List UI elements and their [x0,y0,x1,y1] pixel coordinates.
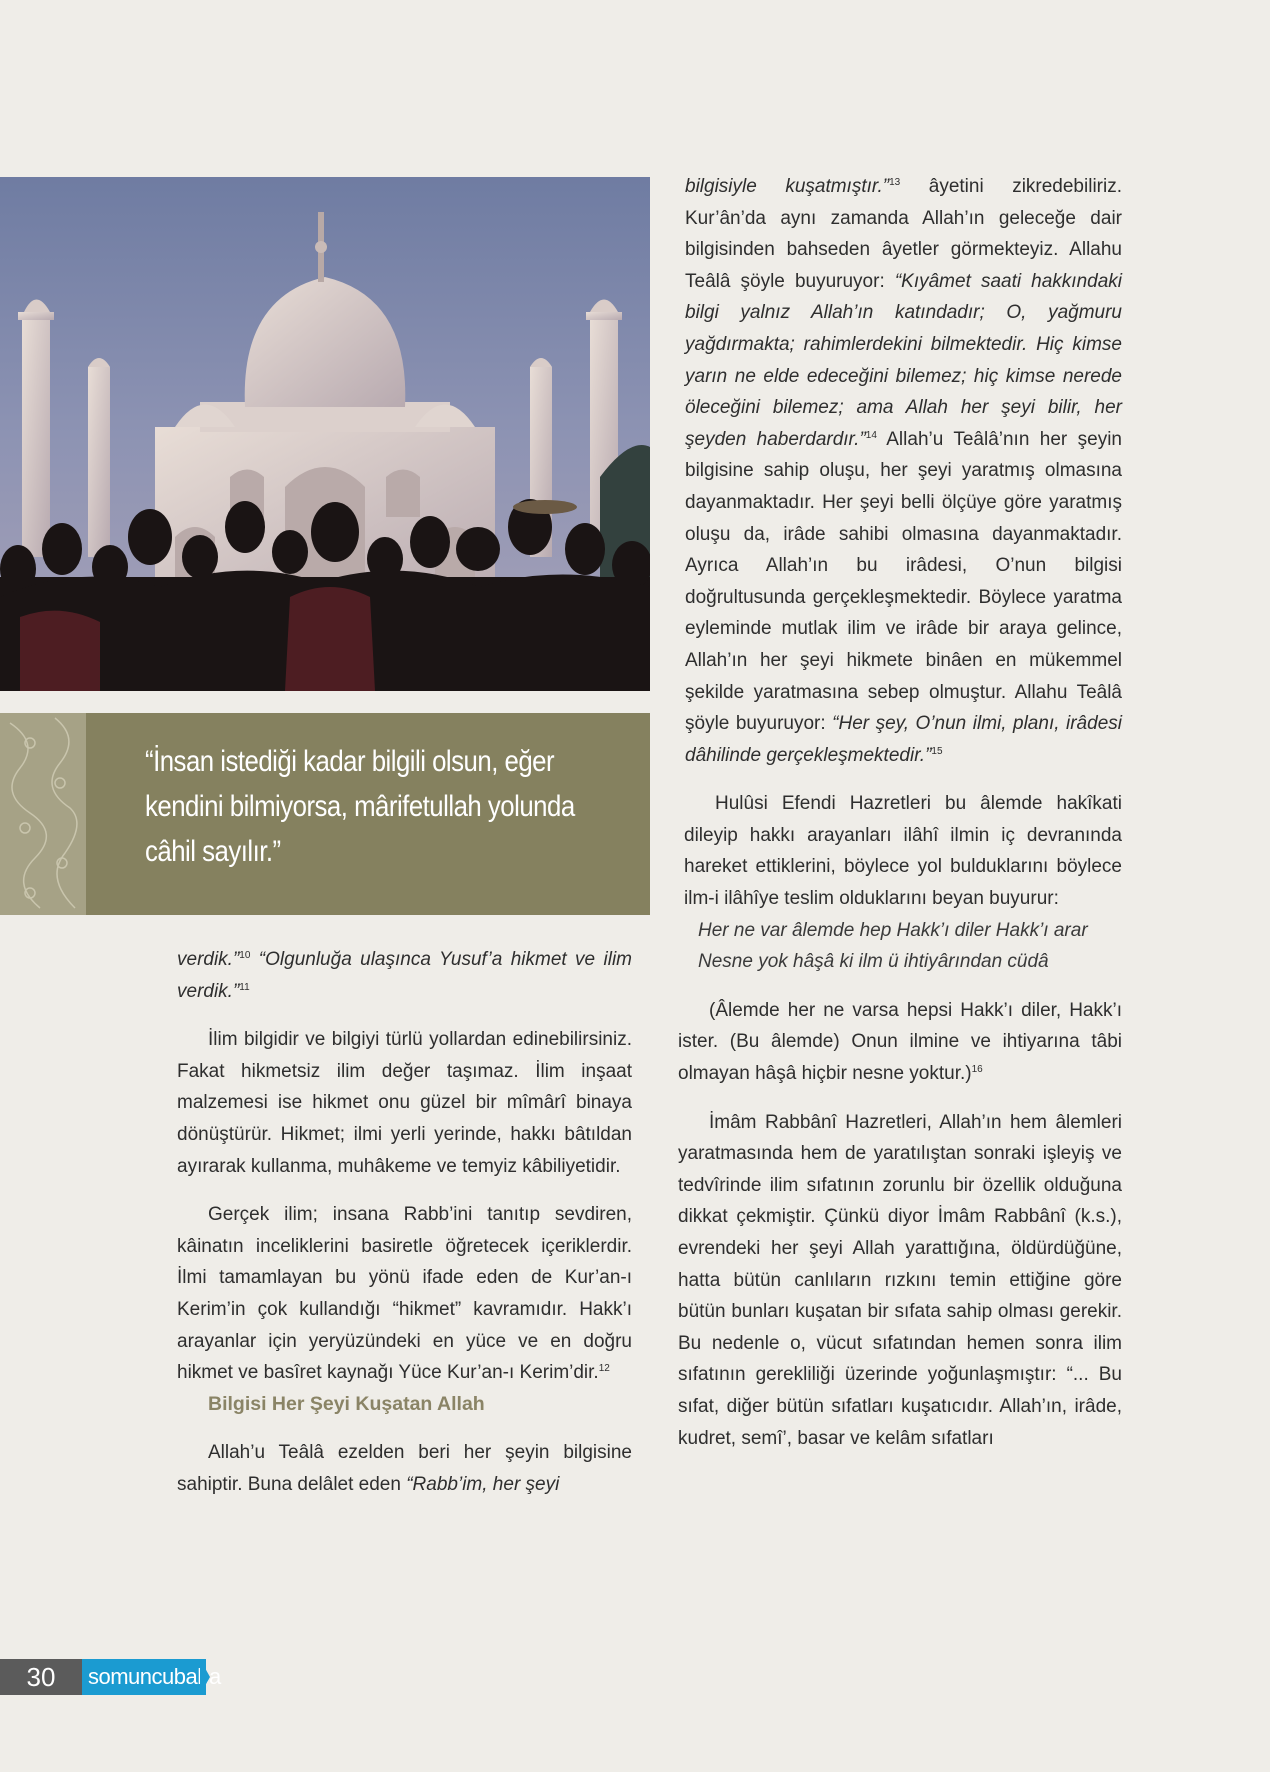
footnote-ref: 10 [239,950,251,961]
section-heading: Bilgisi Her Şeyi Kuşatan Allah [208,1392,485,1415]
paragraph-text: âyetini zikredebiliriz. Kur’ân’da aynı zamanda Allah’ın geleceğe dair bilgisinden bahseden âyetler görmekteyiz. Allahu Teâlâ şöyle buyuruyor: [685,176,1122,292]
quote-fragment: “Kıyâmet saati hakkındaki bilgi yalnız Allah’ın katındadır; O, yağmuru yağdırmakta; rahimlerdekini bilmektedir. Hiç kimse yarın ne elde edeceğini bilemez; hiç kimse nerede öleceğini bilemez; ama Allah her şeyi bilir, her şeyden haberdardır.” [685,270,1122,450]
left-paragraph-4 [177,1437,632,1500]
taj-mahal-illustration [0,177,650,691]
right-paragraph-1 [678,171,1122,771]
footnote-ref: 12 [598,1363,610,1375]
left-paragraph-1 [177,944,632,1007]
quote-fragment: “Rabb’im, her şeyi [406,1473,560,1495]
paragraph-text: Allah’u Teâlâ’nın her şeyin bilgisine sahip oluşu, her şeyi yaratmış olmasına dayanmaktadır. Her şeyi belli ölçüye göre yaratmış oluşu da, irâde sahibi olmasına dayanmaktadır. Ayrıca Allah’ın bu irâdesi, O’nun bilgisi doğrultusunda gerçekleşmektedir. Böylece yaratma eyleminde mutlak ilim ve irâde bir araya gelince, Allah’ın her şeyi hikmete binâen en mükemmel şekilde yaratmasına sebep olmuştur. Allahu Teâlâ şöyle buyuruyor: [685,428,1122,735]
pull-quote-box [0,713,650,915]
footnote-ref: 14 [865,429,877,441]
page-footer [0,1659,221,1695]
paragraph-text: Gerçek ilim; insana Rabb’ini tanıtıp sevdiren, kâinatın inceliklerini basiretle öğretecek içeriklerdir. İlmi tamamlayan bu yönü ifade eden de Kur’an-ı Kerim’in çok kullandığı “hikmet” kavramıdır. Hakk’ı arayanlar için yeryüzündeki en yüce ve en doğru hikmet ve basîret kaynağı Yüce Kur’an-ı Kerim’dir. [177,1204,632,1384]
quote-fragment: “Olgunluğa ulaşınca Yusuf’a hikmet ve ilim verdik.” [177,949,632,1002]
right-paragraph-4: İmâm Rabbânî Hazretleri, Allah’ın hem âlemleri yaratmasında hem de yaratılıştan sonraki işleyiş ve tedvîrinde ilim sıfatının zorunlu bir özellik olduğuna dikkat çekmiştir. Çünkü diyor İmâm Rabbânî (k.s.), evrendeki her şeyi Allah yarattığına, öldürdüğüne, hatta bütün canlıların rızkını temin ettiğine göre bütün bunları kuşatan bir sıfata sahip olması gerekir. Bu nedenle o, vücut sıfatından hemen sonra ilim sıfatının gerekliliği üzerinde yoğunlaşmıştır: “... Bu sıfat, diğer bütün sıfatları kuşatıcıdır. Allah’ın, irâde, kudret, semî’, basar ve kelâm sıfatları [678,1111,1122,1449]
right-column [678,171,1122,1454]
right-paragraph-2: Hulûsi Efendi Hazretleri bu âlemde hakîkati dileyip hakkı arayanları ilâhî ilmin iç devranında hareket ettiklerini, böylece yol bulduklarını böylece ilm-i ilâhîye teslim olduklarını beyan buyurur: [684,793,1122,910]
paragraph-text: (Âlemde her ne varsa hepsi Hakk’ı diler, Hakk’ı ister. (Bu âlemde) Onun ilmine ve ihtiyarına tâbi olmayan hâşâ hiçbir nesne yoktur.) [678,999,1122,1085]
paragraph-text: Allah’u Teâlâ ezelden beri her şeyin bilgisine sahiptir. Buna delâlet eden [177,1442,632,1495]
floral-pattern-decoration [0,713,86,915]
magazine-brand: somuncubaba [82,1659,206,1695]
taj-mahal-photo [0,177,650,691]
page-number: 30 [0,1659,82,1695]
verse-line-1: Her ne var âlemde hep Hakk’ı diler Hakk’ı arar [698,919,1088,941]
left-paragraph-3 [177,1199,632,1389]
left-paragraph-2: İlim bilgidir ve bilgiyi türlü yollardan edinebilirsiniz. Fakat hikmetsiz ilim değer taşımaz. İlim inşaat malzemesi ise hikmet onu güzel bir mîmârî binaya dönüştürür. Hikmet; ilmi yerli yerinde, hakkı bâtıldan ayırarak kullanma, muhâkeme ve temyiz kâbiliyetidir. [177,1029,632,1177]
right-paragraph-3 [678,995,1122,1090]
quote-fragment: “Her şey, O’nun ilmi, planı, irâdesi dâhilinde gerçekleşmektedir.” [685,713,1122,766]
pull-quote-text: “İnsan istediği kadar bilgili olsun, eğer kendini bilmiyorsa, mârifetullah yolunda câhil sayılır.” [145,745,575,868]
verse-line-2: Nesne yok hâşâ ki ilm ü ihtiyârından cüdâ [698,951,1049,973]
left-column [177,944,632,1501]
quote-fragment: bilgisiyle kuşatmıştır.” [685,176,890,197]
brand-tab-arrow [200,1659,210,1695]
footnote-ref: 15 [931,745,943,757]
footnote-ref: 16 [971,1064,983,1076]
footnote-ref: 13 [889,177,901,188]
quote-fragment: verdik.” [177,949,240,970]
footnote-ref: 11 [239,981,250,993]
